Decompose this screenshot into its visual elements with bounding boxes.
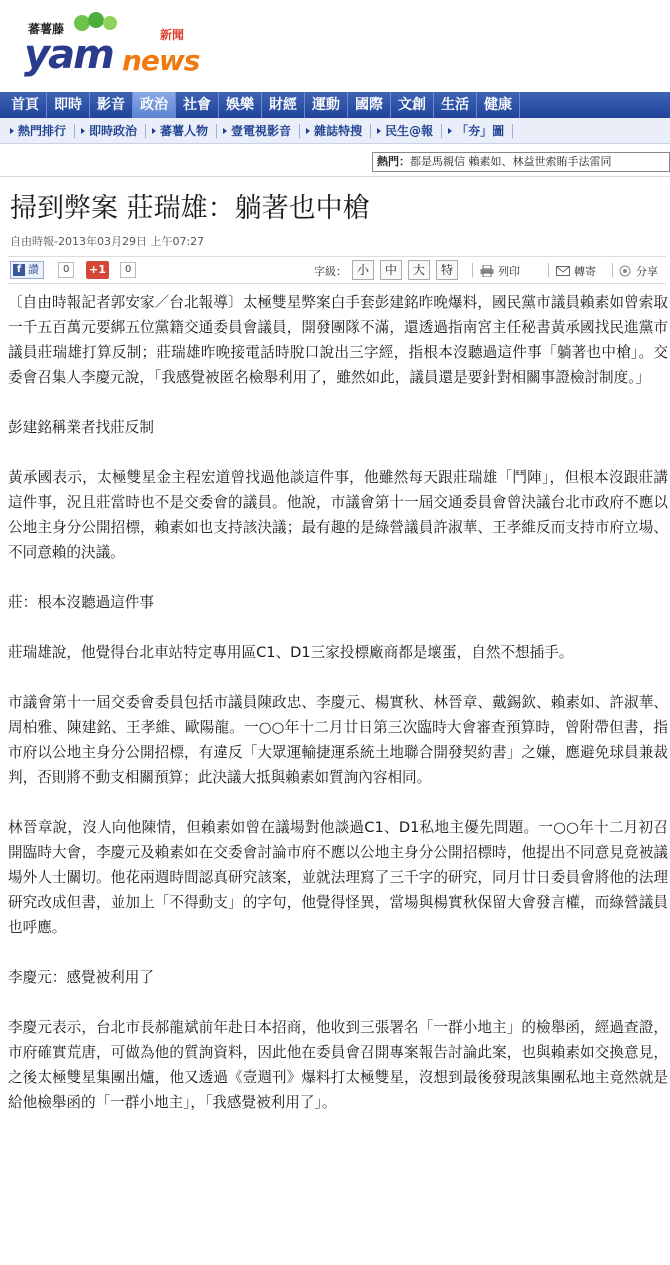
sub-nav-hot-ranking[interactable]: 熱門排行 — [4, 124, 75, 138]
nav-item-sports[interactable]: 運動 — [305, 92, 348, 118]
sub-nav — [0, 118, 670, 144]
sub-nav-people[interactable]: 蕃薯人物 — [146, 124, 217, 138]
share-icon — [618, 265, 632, 277]
site-header — [0, 0, 670, 88]
logo-news-cn: 新聞 — [160, 28, 185, 42]
nav-item-realtime[interactable]: 即時 — [47, 92, 90, 118]
divider — [612, 263, 613, 277]
logo-news: news — [122, 44, 200, 77]
article-subheading: 李慶元：感覺被利用了 — [8, 969, 154, 986]
facebook-like-label: 讚 — [28, 263, 39, 276]
nav-item-health[interactable]: 健康 — [477, 92, 520, 118]
nav-item-finance[interactable]: 財經 — [262, 92, 305, 118]
google-plus-count: 0 — [120, 262, 136, 278]
font-size-small-button[interactable]: 小 — [352, 260, 374, 280]
share-link[interactable] — [618, 263, 658, 279]
facebook-like-button[interactable] — [10, 261, 44, 279]
article-subheading: 莊：根本沒聽過這件事 — [8, 594, 154, 611]
forward-label: 轉寄 — [574, 265, 596, 278]
article-paragraph: 黃承國表示，太極雙星金主程宏道曾找過他談這件事，他雖然每天跟莊瑞雄「鬥陣」，但根本沒跟莊講這件事，況且莊當時也不是交委會的議員。他說，市議會第十一屆交通委員會曾決議台北市政府不應以公地主身分公開招標，賴素如也支持該決議；最有趣的是綠營議員許淑華、王孝維反而支持市府立場、不同意賴的決議。 — [8, 469, 668, 561]
article-paragraph: 市議會第十一屆交委會委員包括市議員陳政忠、李慶元、楊實秋、林晉章、戴錫欽、賴素如、許淑華、周柏雅、陳建銘、王孝維、歐陽龍。一○○年十二月廿日第三次臨時大會審查預算時，曾附帶但書，指市府以公地主身分公開招標，有違反「大眾運輸捷運系統土地聯合開發契約書」之嫌，應避免球員兼裁判，否則將不動支相關預算；此決議大抵與賴素如質詢內容相同。 — [8, 694, 668, 786]
article-meta: 自由時報-2013年03月29日 上午07:27 — [10, 235, 205, 248]
font-size-special-button[interactable]: 特 — [436, 260, 458, 280]
google-plus-button[interactable]: +1 — [86, 261, 109, 279]
yam-news-logo[interactable] — [14, 6, 224, 80]
font-size-label: 字級： — [314, 265, 347, 278]
envelope-icon — [556, 265, 570, 277]
print-label: 列印 — [498, 265, 520, 278]
share-label: 分享 — [636, 265, 658, 278]
article-paragraph: 〔自由時報記者郭安家／台北報導〕太極雙星弊案白手套彭建銘昨晚爆料，國民黨市議員賴素如曾索取一千五百萬元要綁五位黨籍交通委員會議員，開發團隊不滿，還透過指南宮主任秘書黃承國找民進黨市議員莊瑞雄打算反制；莊瑞雄昨晚接電話時脫口說出三字經，指根本沒聽過這件事「躺著也中槍」。交委會召集人李慶元說，「我感覺被匿名檢舉利用了，雖然如此，議員還是要針對相關事證檢討制度。」 — [8, 294, 668, 386]
nav-item-entertainment[interactable]: 娛樂 — [219, 92, 262, 118]
font-size-large-button[interactable]: 大 — [408, 260, 430, 280]
nav-item-society[interactable]: 社會 — [176, 92, 219, 118]
article-tools-bar — [8, 256, 666, 284]
hot-topic-link[interactable]: 都是馬親信 賴素如、林益世索賄手法雷同 — [410, 155, 612, 168]
sub-nav-minsheng[interactable]: 民生@報 — [371, 124, 442, 138]
sub-nav-hot-photos[interactable]: 「夯」圖 — [442, 124, 513, 138]
main-nav — [0, 92, 670, 118]
hot-label: 熱門： — [377, 155, 410, 168]
forward-link[interactable] — [556, 263, 596, 279]
nav-item-politics[interactable]: 政治 — [133, 92, 176, 118]
sub-nav-realtime-politics[interactable]: 即時政治 — [75, 124, 146, 138]
hot-topic-ticker[interactable] — [372, 152, 670, 172]
sub-nav-magazine[interactable]: 雜誌特搜 — [300, 124, 371, 138]
facebook-icon: f — [13, 264, 25, 276]
font-size-medium-button[interactable]: 中 — [380, 260, 402, 280]
facebook-like-count: 0 — [58, 262, 74, 278]
printer-icon — [480, 265, 494, 277]
nav-item-international[interactable]: 國際 — [348, 92, 391, 118]
divider — [548, 263, 549, 277]
nav-item-video[interactable]: 影音 — [90, 92, 133, 118]
article-body — [8, 290, 668, 1140]
nav-item-culture[interactable]: 文創 — [391, 92, 434, 118]
article-title: 掃到弊案 莊瑞雄：躺著也中槍 — [10, 193, 370, 224]
divider — [472, 263, 473, 277]
nav-item-life[interactable]: 生活 — [434, 92, 477, 118]
article-paragraph: 林晉章說，沒人向他陳情，但賴素如曾在議場對他談過C1、D1私地主優先問題。一○○年十二月初召開臨時大會，李慶元及賴素如在交委會討論市府不應以公地主身分公開招標時，他提出不同意見竟被議場外人士關切。他花兩週時間認真研究該案，並就法理寫了三千字的研究，同月廿日委員會將他的法理研究改成但書，並加上「不得動支」的字句，他覺得怪異，當場與楊實秋保留大會發言權，而綠營議員也呼應。 — [8, 819, 668, 936]
divider — [0, 176, 670, 177]
logo-sub-text: 蕃薯藤 — [28, 22, 65, 36]
article-subheading: 彭建銘稱業者找莊反制 — [8, 419, 154, 436]
article-paragraph: 李慶元表示，台北市長郝龍斌前年赴日本招商，他收到三張署名「一群小地主」的檢舉函，經過查證，市府確實荒唐，可做為他的質詢資料，因此他在委員會召開專案報告討論此案，也與賴素如交換意見，之後太極雙星集團出爐，他又透過《壹週刊》爆料打太極雙星，沒想到最後發現該集團私地主竟然就是給他檢舉函的「一群小地主」，「我感覺被利用了」。 — [8, 1019, 668, 1111]
article-paragraph: 莊瑞雄說，他覺得台北車站特定專用區C1、D1三家投標廠商都是壞蛋，自然不想插手。 — [8, 644, 574, 661]
logo-yam: yam — [24, 32, 113, 78]
sub-nav-tv-video[interactable]: 壹電視影音 — [217, 124, 300, 138]
nav-item-home[interactable]: 首頁 — [4, 92, 47, 118]
print-link[interactable] — [480, 263, 520, 279]
